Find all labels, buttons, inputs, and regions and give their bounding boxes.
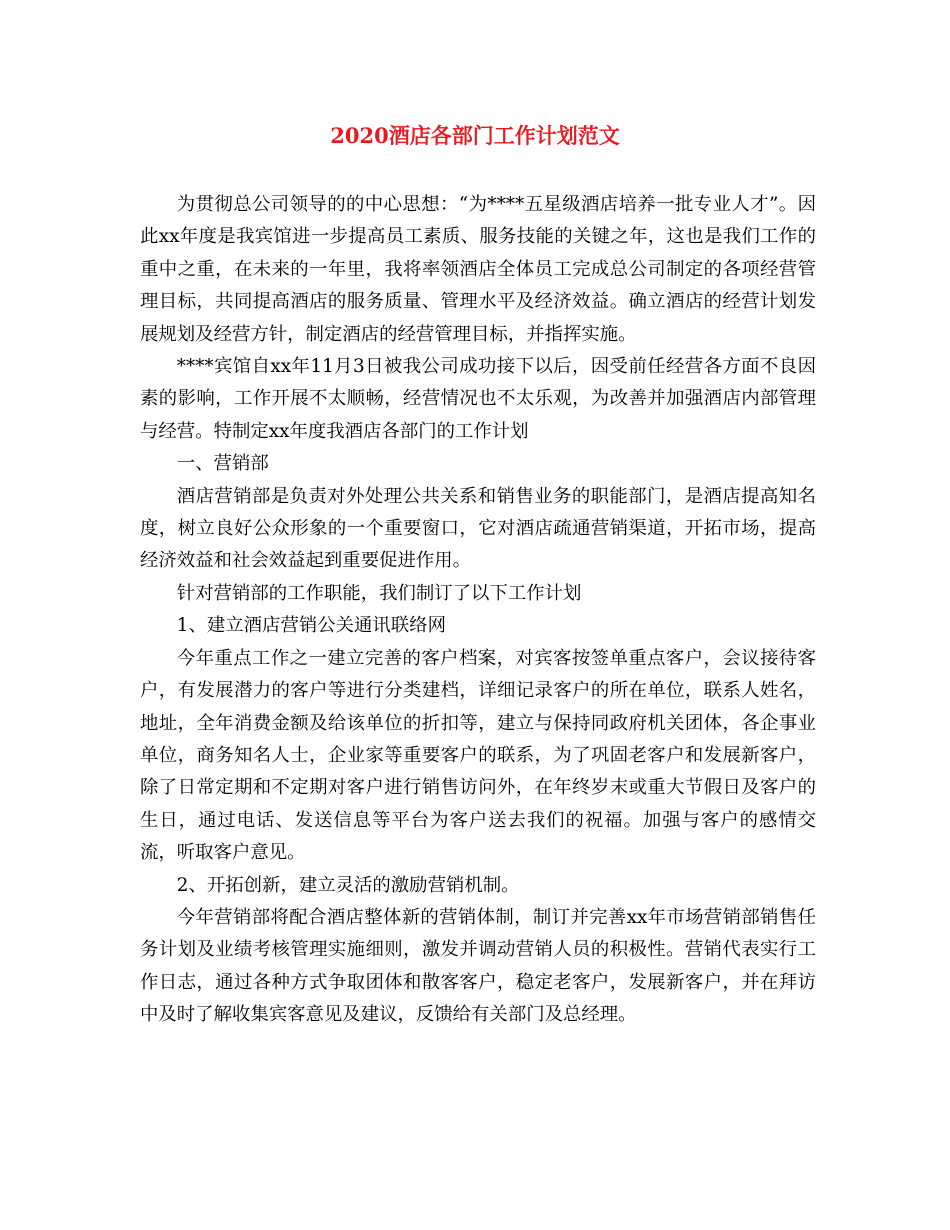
paragraph-intro: 为贯彻总公司领导的的中心思想：“为****五星级酒店培养一批专业人才”。因此xx年度是我宾馆进一步提高员工素质、服务技能的关键之年，这也是我们工作的重中之重，在未来的一年里，我将率领酒店全体员工完成总公司制定的各项经营管理目标，共同提高酒店的服务质量、管理水平及经济效益。确立酒店的经营计划发展规划及经营方针，制定酒店的经营管理目标，并指挥实施。 bbox=[140, 194, 816, 345]
paragraph-network: 今年重点工作之一建立完善的客户档案，对宾客按签单重点客户，会议接待客户，有发展潜力的客户等进行分类建档，详细记录客户的所在单位，联系人姓名，地址，全年消费金额及给该单位的折扣等，建立与保持同政府机关团体，各企事业单位，商务知名人士，企业家等重要客户的联系，为了巩固老客户和发展新客户，除了日常定期和不定期对客户进行销售访问外，在年终岁末或重大节假日及客户的生日，通过电话、发送信息等平台为客户送去我们的祝福。加强与客户的感情交流，听取客户意见。 bbox=[140, 647, 816, 864]
subheading-network: 1、建立酒店营销公关通讯联络网 bbox=[176, 615, 446, 637]
paragraph-marketing-role: 酒店营销部是负责对外处理公共关系和销售业务的职能部门，是酒店提高知名度，树立良好公众形象的一个重要窗口，它对酒店疏通营销渠道，开拓市场，提高经济效益和社会效益起到重要促进作用。 bbox=[140, 485, 816, 572]
subheading-incentive: 2、开拓创新，建立灵活的激励营销机制。 bbox=[176, 874, 520, 896]
paragraph-incentive: 今年营销部将配合酒店整体新的营销体制，制订并完善xx年市场营销部销售任务计划及业绩考核管理实施细则，激发并调动营销人员的积极性。营销代表实行工作日志，通过各种方式争取团体和散客客户，稳定老客户，发展新客户，并在拜访中及时了解收集宾客意见及建议，反馈给有关部门及总经理。 bbox=[140, 906, 816, 1026]
paragraph-background: ****宾馆自xx年11月3日被我公司成功接下以后，因受前任经营各方面不良因素的影响，工作开展不太顺畅，经营情况也不太乐观，为改善并加强酒店内部管理与经营。特制定xx年度我酒店各部门的工作计划 bbox=[140, 356, 816, 442]
document-body bbox=[140, 189, 816, 1032]
section-heading-marketing: 一、营销部 bbox=[176, 453, 269, 475]
paragraph-plan-intro: 针对营销部的工作职能，我们制订了以下工作计划 bbox=[176, 582, 582, 604]
document-title: 2020酒店各部门工作计划范文 bbox=[330, 123, 620, 148]
